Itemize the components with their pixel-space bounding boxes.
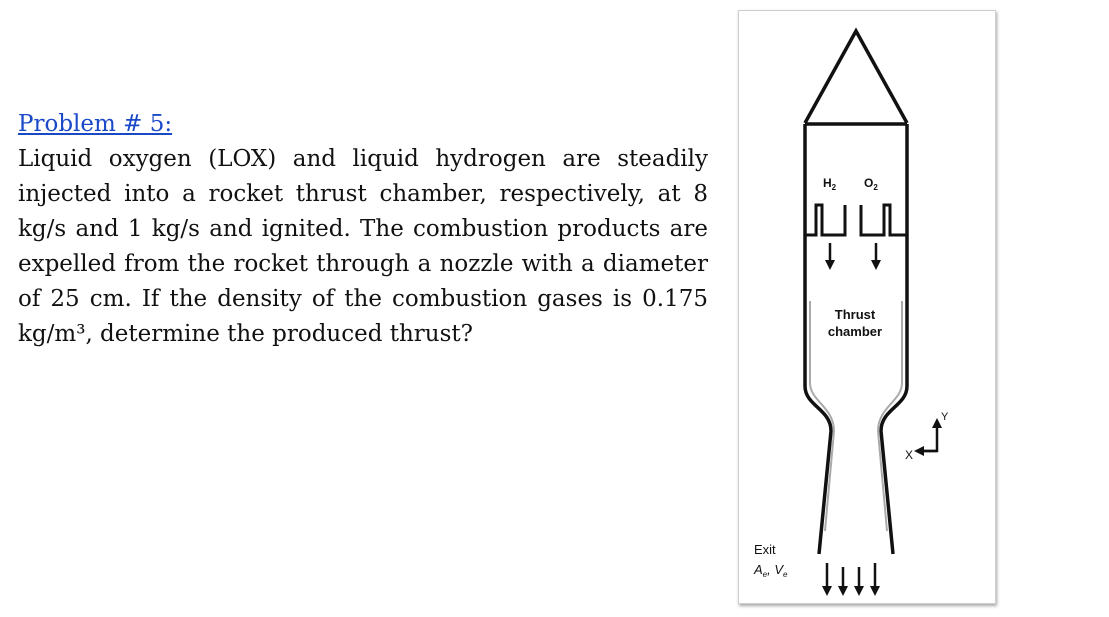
problem-title-link[interactable]: Problem # 5:	[18, 111, 173, 137]
o2-label: $O_2$	[864, 176, 878, 192]
thrust-chamber-label-line2: chamber	[827, 324, 883, 339]
rocket-figure	[738, 10, 996, 604]
exit-label: Exit	[754, 542, 776, 557]
x-axis-label: X	[905, 448, 914, 462]
rocket-body-right	[881, 124, 907, 554]
thrust-chamber-label-line1: Thrust	[834, 307, 876, 322]
injector-pipe-left	[805, 205, 845, 235]
h2-label: $H_2$	[823, 176, 837, 192]
problem-statement: Liquid oxygen (LOX) and liquid hydrogen are steadily injected into a rocket thrust chamber, respectively, at 8 kg/s and 1 kg/s and ignited. The combustion products are expelled from the rocket through a nozzle with a diameter of 25 cm. If the density of the combustion gases is 0.175 kg/m³, determine the produced thrust?	[18, 146, 708, 347]
problem-block	[18, 107, 708, 352]
exit-area-velocity-label: $A_e$, $V_e$	[754, 562, 788, 579]
rocket-diagram	[739, 11, 995, 603]
y-axis-label: Y	[941, 411, 949, 423]
nose-cone	[805, 31, 907, 123]
y-axis-arrow	[922, 423, 937, 451]
injector-pipe-right	[861, 205, 907, 235]
